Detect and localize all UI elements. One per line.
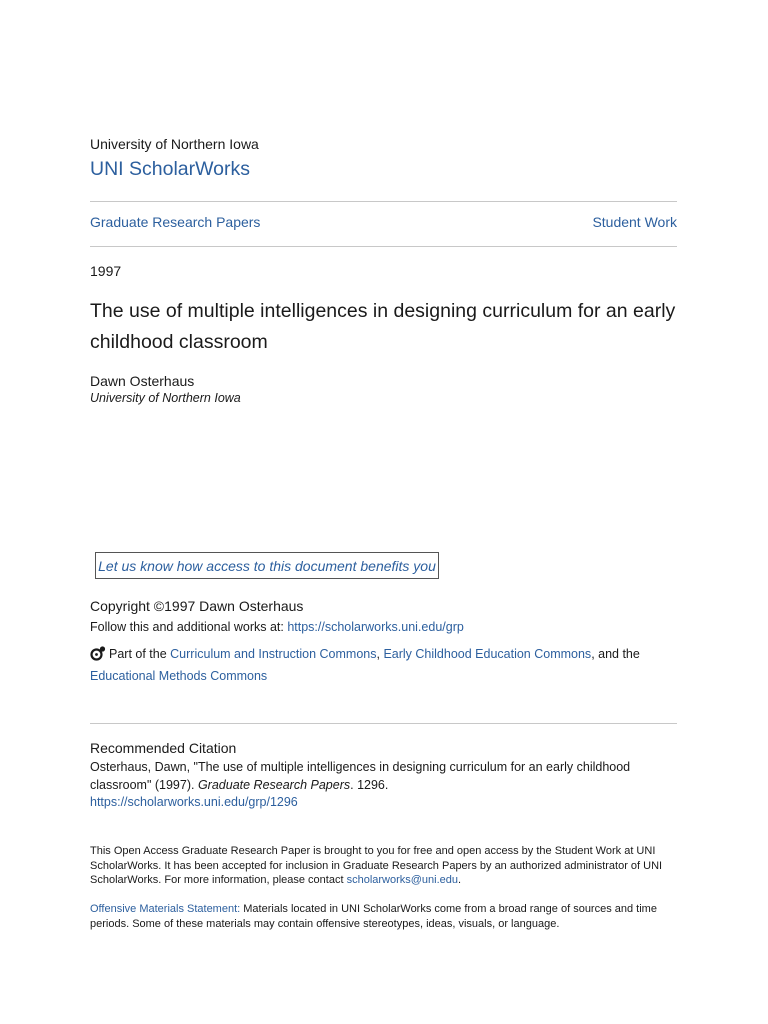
divider-collection xyxy=(90,246,677,247)
collection-link[interactable]: Graduate Research Papers xyxy=(90,214,261,230)
divider-top xyxy=(90,201,677,202)
offensive-statement-link[interactable]: Offensive Materials Statement: xyxy=(90,903,241,915)
disclaimer-text: This Open Access Graduate Research Paper is brought to you for free and open access by the Student Work at UNI ScholarWorks. It has been accepted for inclusion in Graduate Research Papers by an authorized administrator of UNI ScholarWorks. For more information, please contact xyxy=(90,845,663,887)
copyright-notice: Copyright ©1997 Dawn Osterhaus xyxy=(90,598,304,614)
part-of-separator: , xyxy=(376,647,384,661)
follow-line xyxy=(90,620,464,634)
disclaimer-end: . xyxy=(458,874,462,887)
document-title: The use of multiple intelligences in designing curriculum for an early childhood classroom xyxy=(90,300,676,353)
citation-body: Osterhaus, Dawn, "The use of multiple intelligences in designing curriculum for an early childhood classroom" (1997). xyxy=(90,760,631,792)
benefit-feedback-box[interactable] xyxy=(95,552,439,579)
commons-link-curriculum[interactable]: Curriculum and Instruction Commons xyxy=(170,647,377,661)
offensive-statement-text: Materials located in UNI ScholarWorks come from a broad range of sources and time periods. Some of these materials may contain offensive stereotypes, ideas, visuals, or language. xyxy=(90,903,657,930)
commons-link-early-childhood[interactable]: Early Childhood Education Commons xyxy=(383,647,592,661)
institution-name: University of Northern Iowa xyxy=(90,136,259,152)
follow-prefix: Follow this and additional works at: xyxy=(90,620,288,634)
commons-link-educational-methods[interactable]: Educational Methods Commons xyxy=(90,668,268,683)
part-of-line xyxy=(90,644,690,687)
part-of-and: , and the xyxy=(591,647,640,661)
divider-citation xyxy=(90,723,677,724)
citation-url-link[interactable]: https://scholarworks.uni.edu/grp/1296 xyxy=(90,795,298,809)
author-affiliation: University of Northern Iowa xyxy=(90,391,241,405)
citation-series: Graduate Research Papers xyxy=(197,777,351,792)
citation-number: . 1296. xyxy=(350,777,389,792)
citation-heading: Recommended Citation xyxy=(90,740,237,756)
network-icon xyxy=(90,645,107,661)
parent-collection-link[interactable]: Student Work xyxy=(592,214,677,230)
offensive-materials-statement xyxy=(90,902,680,931)
contact-email-link[interactable]: scholarworks@uni.edu xyxy=(346,874,459,887)
publication-year: 1997 xyxy=(90,263,122,279)
benefit-feedback-link[interactable]: Let us know how access to this document benefits you xyxy=(98,557,436,574)
part-of-prefix: Part of the xyxy=(109,647,171,661)
follow-url-link[interactable]: https://scholarworks.uni.edu/grp xyxy=(287,620,464,634)
repository-link[interactable]: UNI ScholarWorks xyxy=(90,158,251,180)
author-name: Dawn Osterhaus xyxy=(90,373,195,389)
citation-text xyxy=(90,759,680,812)
access-disclaimer xyxy=(90,844,680,888)
